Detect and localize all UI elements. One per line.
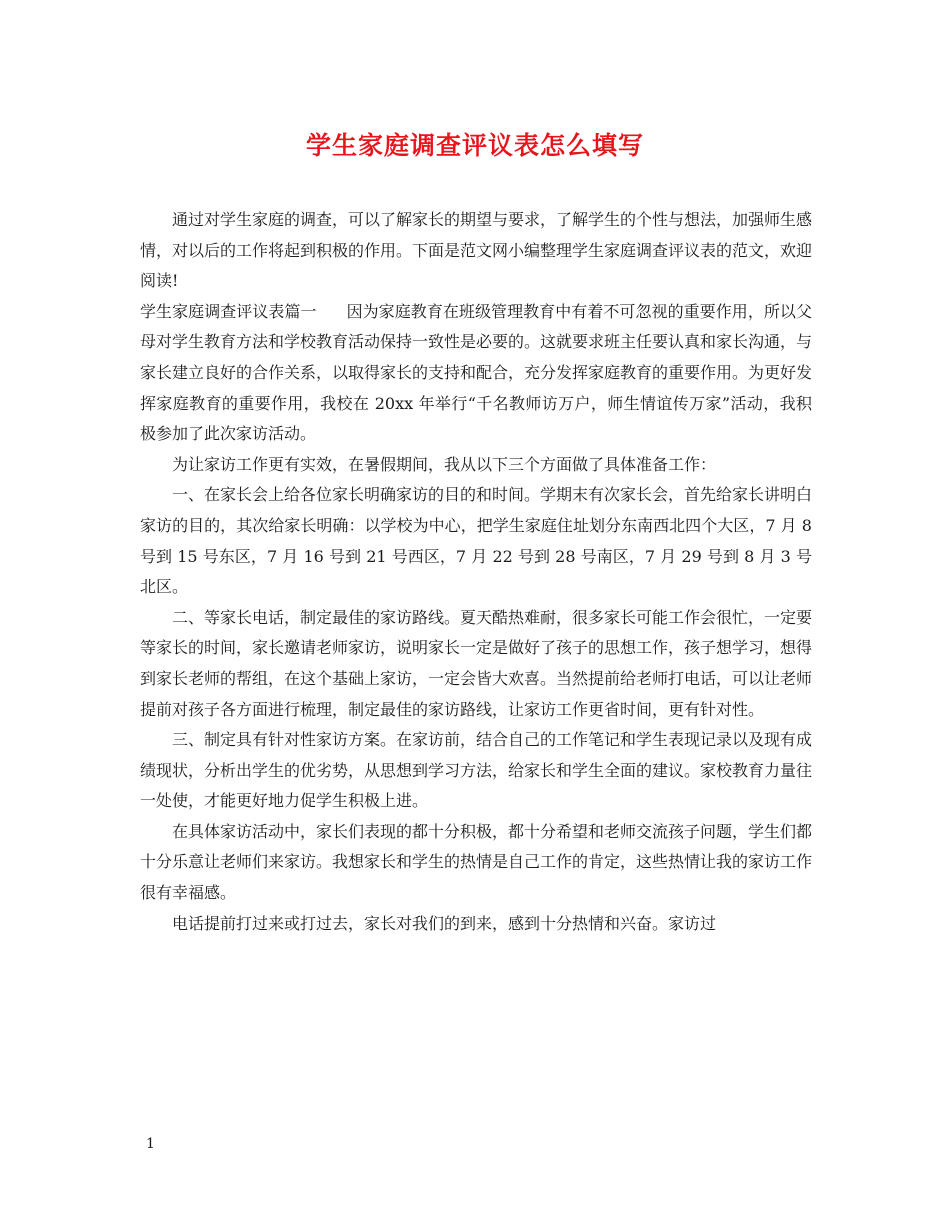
section-one-text: 因为家庭教育在班级管理教育中有着不可忽视的重要作用，所以父母对学生教育方法和学校教育活动保持一致性是必要的。这就要求班主任要认真和家长沟通，与家长建立良好的合作关系，以取得家长的支持和配合，充分发挥家庭教育的重要作用。为更好发挥家庭教育的重要作用，我校在 20xx 年举行“千名教师访万户，师生情谊传万家”活动，我积极参加了此次家访活动。 bbox=[140, 301, 813, 444]
paragraph-activity: 在具体家访活动中，家长们表现的都十分积极，都十分希望和老师交流孩子问题，学生们都十分乐意让老师们来家访。我想家长和学生的热情是自己工作的肯定，这些热情让我的家访工作很有幸福感。 bbox=[140, 821, 813, 903]
paragraph-step-three: 三、制定具有针对性家访方案。在家访前，结合自己的工作笔记和学生表现记录以及现有成绩现状，分析出学生的优劣势，从思想到学习方法，给家长和学生全面的建议。家校教育力量往一处使，才能更好地力促学生积极上进。 bbox=[140, 730, 813, 811]
paragraph-phone: 电话提前打过来或打过去，家长对我们的到来，感到十分热情和兴奋。家访过 bbox=[172, 913, 717, 933]
paragraph-step-two: 二、等家长电话，制定最佳的家访路线。夏天酷热难耐，很多家长可能工作会很忙，一定要等家长的时间，家长邀请老师家访，说明家长一定是做好了孩子的思想工作，孩子想学习，想得到家长老师的帮组，在这个基础上家访，一定会皆大欢喜。当然提前给老师打电话，可以让老师提前对孩子各方面进行梳理，制定最佳的家访路线，让家访工作更省时间，更有针对性。 bbox=[140, 607, 813, 719]
document-body bbox=[140, 205, 812, 939]
paragraph-preparation: 为让家访工作更有实效，在暑假期间，我从以下三个方面做了具体准备工作： bbox=[172, 454, 717, 474]
paragraph-section-one bbox=[140, 297, 812, 450]
paragraph-intro: 通过对学生家庭的调查，可以了解家长的期望与要求，了解学生的个性与想法，加强师生感情，对以后的工作将起到积极的作用。下面是范文网小编整理学生家庭调查评议表的范文，欢迎阅读! bbox=[140, 210, 813, 291]
paragraph-step-one: 一、在家长会上给各位家长明确家访的目的和时间。学期末有次家长会，首先给家长讲明白家访的目的，其次给家长明确：以学校为中心，把学生家庭住址划分东南西北四个大区，7 月 8 号到 15 号东区，7 月 16 号到 21 号西区，7 月 22 号到 28 号南区，7 月 29 号到 8 月 3 号北区。 bbox=[140, 485, 813, 597]
section-heading: 学生家庭调查评议表篇一 bbox=[140, 301, 317, 321]
page-number: 1 bbox=[146, 1136, 155, 1152]
document-title: 学生家庭调查评议表怎么填写 bbox=[305, 131, 644, 160]
